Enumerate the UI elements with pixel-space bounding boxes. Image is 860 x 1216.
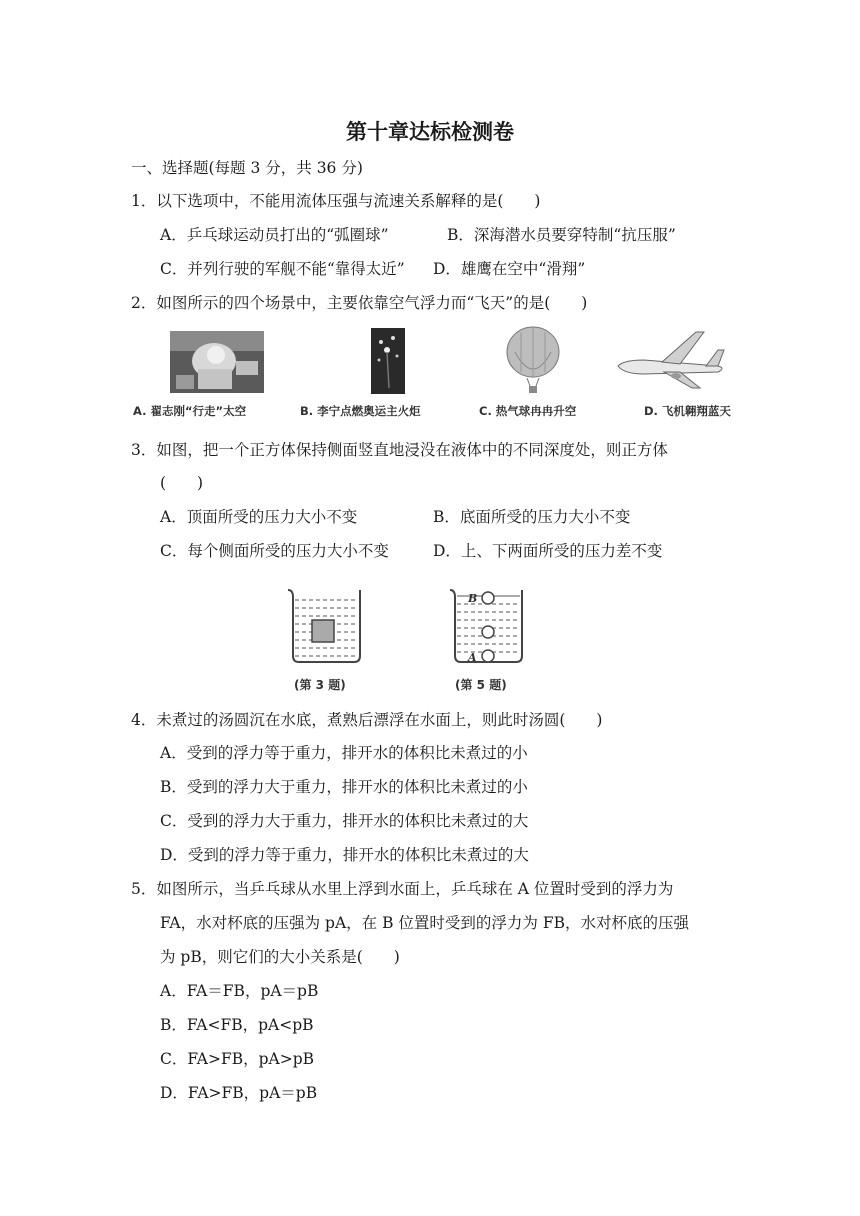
- q2-caption-c: C. 热气球冉冉升空: [479, 404, 577, 418]
- beaker-ball-figure: [446, 586, 526, 666]
- q3-blank: ( ): [160, 474, 204, 492]
- q3-option-d: D．上、下两面所受的压力差不变: [433, 542, 663, 560]
- page-title: 第十章达标检测卷: [346, 120, 514, 144]
- q5-option-c: C．FA>FB，pA>pB: [160, 1050, 315, 1068]
- q5-option-a: A．FA＝FB，pA＝pB: [160, 982, 319, 1000]
- q4-option-c: C．受到的浮力大于重力，排开水的体积比未煮过的大: [160, 812, 529, 830]
- q5-stem-line1: 5．如图所示，当乒乓球从水里上浮到水面上，乒乓球在 A 位置时受到的浮力为: [131, 880, 674, 898]
- fig3-caption: (第 3 题): [294, 678, 346, 692]
- q3-stem: 3．如图，把一个正方体保持侧面竖直地浸没在液体中的不同深度处，则正方体: [131, 441, 668, 459]
- airplane-photo: [614, 326, 728, 392]
- q4-option-d: D．受到的浮力等于重力，排开水的体积比未煮过的大: [160, 846, 529, 864]
- q4-stem: 4．未煮过的汤圆沉在水底，煮熟后漂浮在水面上，则此时汤圆( ): [131, 711, 603, 729]
- q5-stem-line3: 为 pB，则它们的大小关系是( ): [160, 948, 400, 966]
- q1-option-d: D．雄鹰在空中“滑翔”: [433, 260, 586, 278]
- q5-option-b: B．FA<FB，pA<pB: [160, 1016, 314, 1034]
- q5-stem-line2: FA，水对杯底的压强为 pA，在 B 位置时受到的浮力为 FB，水对杯底的压强: [160, 914, 689, 932]
- q1-stem: 1．以下选项中，不能用流体压强与流速关系解释的是( ): [131, 192, 541, 210]
- q3-option-b: B．底面所受的压力大小不变: [433, 508, 631, 526]
- q5-option-d: D．FA>FB，pA＝pB: [160, 1084, 318, 1102]
- q3-option-c: C．每个侧面所受的压力大小不变: [160, 542, 389, 560]
- q4-option-a: A．受到的浮力等于重力，排开水的体积比未煮过的小: [160, 744, 528, 762]
- torch-photo: [371, 328, 405, 394]
- section-heading: 一、选择题(每题 3 分，共 36 分): [131, 159, 363, 177]
- q2-stem: 2．如图所示的四个场景中，主要依靠空气浮力而“飞天”的是( ): [131, 294, 588, 312]
- q2-caption-a: A. 翟志刚“行走”太空: [133, 404, 247, 418]
- q1-option-a: A．乒乓球运动员打出的“弧圈球”: [160, 226, 389, 244]
- q2-caption-b: B. 李宁点燃奥运主火炬: [300, 404, 421, 418]
- q1-option-c: C．并列行驶的军舰不能“靠得太近”: [160, 260, 405, 278]
- q1-option-b: B．深海潜水员要穿特制“抗压服”: [447, 226, 676, 244]
- label-a: A: [468, 651, 477, 664]
- label-b: B: [468, 592, 478, 605]
- q2-caption-d: D. 飞机翱翔蓝天: [644, 404, 731, 418]
- hot-air-balloon-photo: [505, 326, 561, 396]
- astronaut-photo: [170, 331, 264, 393]
- fig5-caption: (第 5 题): [455, 678, 507, 692]
- beaker-cube-figure: [284, 586, 364, 666]
- q3-option-a: A．顶面所受的压力大小不变: [160, 508, 358, 526]
- q4-option-b: B．受到的浮力大于重力，排开水的体积比未煮过的小: [160, 778, 528, 796]
